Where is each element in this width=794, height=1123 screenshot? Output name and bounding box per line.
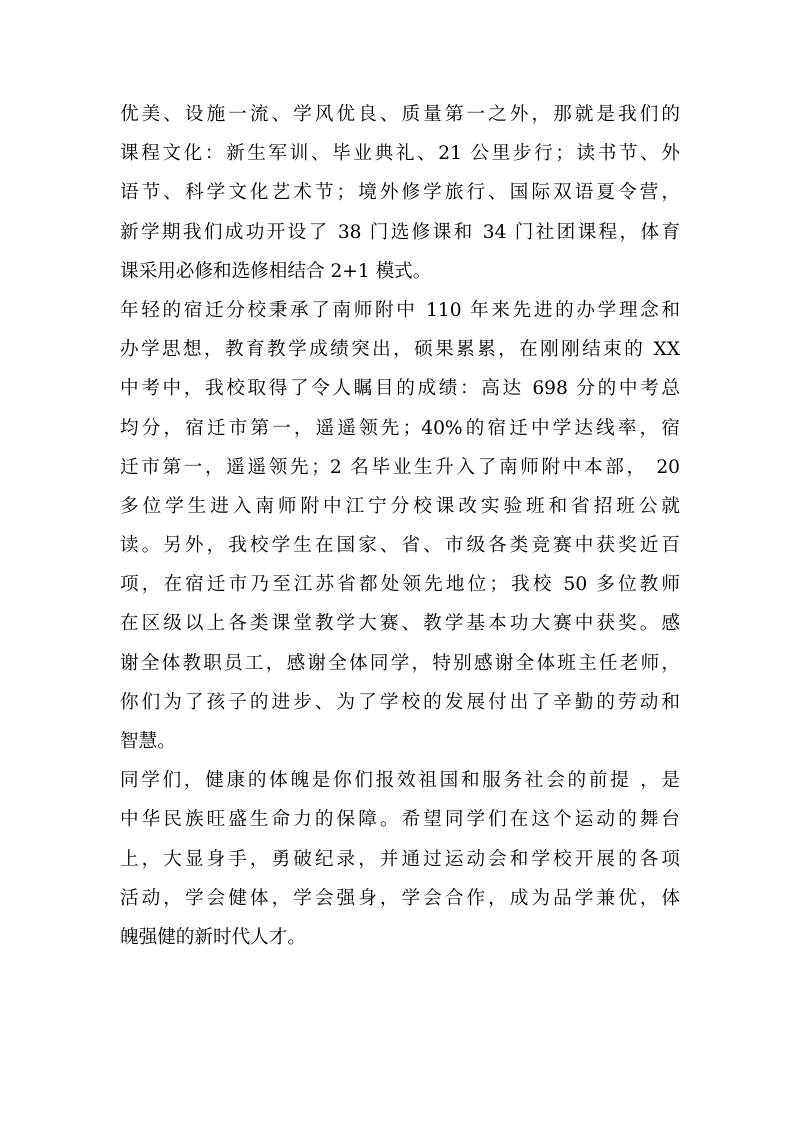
text-line: 优美、设施一流、学风优良、质量第一之外，那就是我们的 (120, 104, 680, 125)
text-line: 迁市第一，遥遥领先；2 名毕业生升入了南师附中本部， 20 (120, 456, 680, 478)
text-line: 中考中，我校取得了令人瞩目的成绩：高达 698 分的中考总 (120, 378, 680, 400)
text-line: 在区级以上各类课堂教学大赛、教学基本功大赛中获奖。感 (120, 613, 680, 635)
text-line: 中华民族旺盛生命力的保障。希望同学们在这个运动的舞台 (120, 809, 680, 831)
text-line: 读。另外，我校学生在国家、省、市级各类竞赛中获奖近百 (120, 535, 680, 557)
paragraph-sports-meet (120, 761, 680, 957)
text-line: 均分，宿迁市第一，遥遥领先；40%的宿迁中学达线率，宿 (120, 417, 680, 439)
paragraph-curriculum (120, 95, 680, 291)
paragraph-achievements (120, 291, 680, 761)
text-line: 项，在宿迁市乃至江苏省都处领先地位；我校 50 多位教师 (120, 574, 680, 596)
text-line: 上，大显身手，勇破纪录，并通过运动会和学校开展的各项 (120, 848, 680, 870)
document-body (120, 95, 680, 957)
text-line: 年轻的宿迁分校秉承了南师附中 110 年来先进的办学理念和 (120, 299, 680, 321)
text-line: 课程文化：新生军训、毕业典礼、21 公里步行；读书节、外 (120, 143, 680, 165)
text-line: 办学思想，教育教学成绩突出，硕果累累，在刚刚结束的 XX (120, 339, 680, 361)
text-line: 新学期我们成功开设了 38 门选修课和 34 门社团课程，体育 (120, 221, 680, 243)
text-line: 智慧。 (120, 731, 176, 752)
text-line: 课采用必修和选修相结合 2+1 模式。 (120, 260, 432, 282)
text-line: 语节、科学文化艺术节；境外修学旅行、国际双语夏令营， (120, 182, 680, 204)
text-line: 你们为了孩子的进步、为了学校的发展付出了辛勤的劳动和 (120, 691, 680, 713)
text-line: 活动，学会健体，学会强身，学会合作，成为品学兼优，体 (120, 887, 680, 909)
text-line: 同学们，健康的体魄是你们报效祖国和服务社会的前提 ，是 (120, 770, 680, 792)
text-line: 谢全体教职员工，感谢全体同学，特别感谢全体班主任老师， (120, 652, 680, 674)
text-line: 魄强健的新时代人才。 (120, 926, 306, 948)
text-line: 多位学生进入南师附中江宁分校课改实验班和省招班公就 (120, 495, 680, 517)
